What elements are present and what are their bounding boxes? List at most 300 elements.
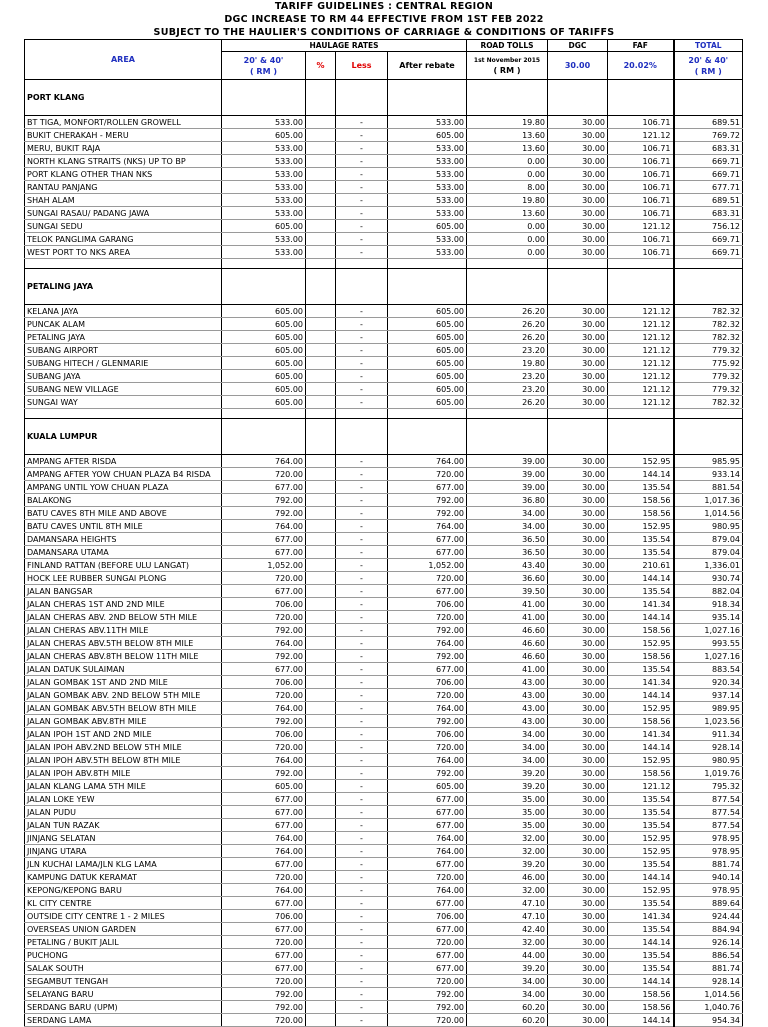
total-cell: 920.34 (674, 676, 743, 689)
dgc-cell: 30.00 (548, 481, 608, 494)
dgc-cell: 30.00 (548, 962, 608, 975)
less-cell: - (336, 357, 388, 370)
haulage-rate-cell: 605.00 (222, 344, 306, 357)
table-row (25, 546, 743, 559)
haulage-rate-cell: 720.00 (222, 871, 306, 884)
spacer-cell (388, 259, 467, 269)
header-faf-value: 20.02% (608, 52, 674, 80)
spacer-cell (336, 259, 388, 269)
dgc-cell: 30.00 (548, 116, 608, 129)
dgc-cell: 30.00 (548, 533, 608, 546)
dgc-cell: 30.00 (548, 305, 608, 318)
haulage-rate-cell: 677.00 (222, 897, 306, 910)
percent-cell (306, 357, 336, 370)
less-cell: - (336, 207, 388, 220)
less-cell: - (336, 754, 388, 767)
spacer-cell (548, 409, 608, 419)
road-toll-cell: 39.20 (467, 767, 548, 780)
after-rebate-cell: 677.00 (388, 663, 467, 676)
spacer-cell (608, 409, 674, 419)
road-toll-cell: 41.00 (467, 663, 548, 676)
percent-cell (306, 767, 336, 780)
section-header (25, 80, 743, 116)
table-row (25, 624, 743, 637)
faf-cell: 158.56 (608, 507, 674, 520)
after-rebate-cell: 677.00 (388, 962, 467, 975)
haulage-rate-cell: 677.00 (222, 923, 306, 936)
haulage-rate-cell: 605.00 (222, 305, 306, 318)
area-cell: PETALING / BUKIT JALIL (25, 936, 222, 949)
after-rebate-cell: 720.00 (388, 572, 467, 585)
after-rebate-cell: 764.00 (388, 455, 467, 468)
total-cell: 980.95 (674, 520, 743, 533)
spacer-cell (306, 259, 336, 269)
table-row (25, 520, 743, 533)
haulage-rate-cell: 792.00 (222, 988, 306, 1001)
after-rebate-cell: 605.00 (388, 129, 467, 142)
table-row (25, 396, 743, 409)
haulage-rate-cell: 533.00 (222, 142, 306, 155)
spacer-cell (388, 409, 467, 419)
percent-cell (306, 624, 336, 637)
after-rebate-cell: 706.00 (388, 598, 467, 611)
road-toll-cell: 35.00 (467, 819, 548, 832)
haulage-rate-cell: 533.00 (222, 233, 306, 246)
dgc-cell: 30.00 (548, 611, 608, 624)
tariff-table-body (25, 80, 743, 1027)
total-cell: 1,027.16 (674, 624, 743, 637)
table-row (25, 246, 743, 259)
road-toll-cell: 34.00 (467, 741, 548, 754)
area-cell: KAMPUNG DATUK KERAMAT (25, 871, 222, 884)
area-cell: FINLAND RATTAN (BEFORE ULU LANGAT) (25, 559, 222, 572)
haulage-rate-cell: 764.00 (222, 754, 306, 767)
haulage-rate-cell: 677.00 (222, 962, 306, 975)
percent-cell (306, 116, 336, 129)
table-row (25, 220, 743, 233)
table-row (25, 598, 743, 611)
less-cell: - (336, 318, 388, 331)
road-toll-cell: 34.00 (467, 754, 548, 767)
haulage-rate-cell: 764.00 (222, 884, 306, 897)
faf-cell: 135.54 (608, 585, 674, 598)
area-cell: SUNGAI WAY (25, 396, 222, 409)
percent-cell (306, 962, 336, 975)
percent-cell (306, 598, 336, 611)
total-cell: 881.74 (674, 962, 743, 975)
after-rebate-cell: 720.00 (388, 741, 467, 754)
haulage-rate-cell: 764.00 (222, 455, 306, 468)
area-cell: JALAN CHERAS ABV. 2ND BELOW 5TH MILE (25, 611, 222, 624)
dgc-cell: 30.00 (548, 507, 608, 520)
after-rebate-cell: 605.00 (388, 331, 467, 344)
road-toll-cell: 39.20 (467, 858, 548, 871)
haulage-rate-cell: 706.00 (222, 598, 306, 611)
percent-cell (306, 572, 336, 585)
total-cell: 881.54 (674, 481, 743, 494)
total-cell: 782.32 (674, 396, 743, 409)
area-cell: JALAN CHERAS ABV.8TH BELOW 11TH MILE (25, 650, 222, 663)
road-toll-cell: 39.50 (467, 585, 548, 598)
dgc-cell: 30.00 (548, 370, 608, 383)
less-cell: - (336, 533, 388, 546)
area-cell: PUNCAK ALAM (25, 318, 222, 331)
area-cell: SALAK SOUTH (25, 962, 222, 975)
less-cell: - (336, 936, 388, 949)
total-cell: 795.32 (674, 780, 743, 793)
spacer-cell (25, 409, 222, 419)
dgc-cell: 30.00 (548, 702, 608, 715)
road-toll-cell: 26.20 (467, 318, 548, 331)
area-cell: JALAN TUN RAZAK (25, 819, 222, 832)
section-title: PORT KLANG (25, 80, 222, 116)
table-row (25, 383, 743, 396)
section-empty-cell (548, 269, 608, 305)
faf-cell: 152.95 (608, 520, 674, 533)
after-rebate-cell: 764.00 (388, 832, 467, 845)
faf-cell: 144.14 (608, 871, 674, 884)
total-cell: 669.71 (674, 168, 743, 181)
after-rebate-cell: 720.00 (388, 468, 467, 481)
table-row (25, 702, 743, 715)
faf-cell: 135.54 (608, 481, 674, 494)
area-cell: SUNGAI RASAU/ PADANG JAWA (25, 207, 222, 220)
table-row (25, 728, 743, 741)
haulage-rate-cell: 720.00 (222, 741, 306, 754)
road-toll-cell: 41.00 (467, 598, 548, 611)
haulage-rate-cell: 706.00 (222, 676, 306, 689)
haulage-rate-cell: 720.00 (222, 1014, 306, 1027)
dgc-cell: 30.00 (548, 546, 608, 559)
total-cell: 669.71 (674, 246, 743, 259)
total-cell: 886.54 (674, 949, 743, 962)
dgc-cell: 30.00 (548, 871, 608, 884)
header-total: TOTAL (674, 40, 743, 52)
table-row (25, 923, 743, 936)
table-row (25, 533, 743, 546)
less-cell: - (336, 468, 388, 481)
after-rebate-cell: 792.00 (388, 624, 467, 637)
total-cell: 1,040.76 (674, 1001, 743, 1014)
faf-cell: 152.95 (608, 754, 674, 767)
total-cell: 985.95 (674, 455, 743, 468)
road-toll-cell: 36.60 (467, 572, 548, 585)
document-title: TARIFF GUIDELINES : CENTRAL REGION (274, 1, 494, 12)
table-row (25, 129, 743, 142)
percent-cell (306, 207, 336, 220)
after-rebate-cell: 605.00 (388, 344, 467, 357)
after-rebate-cell: 605.00 (388, 220, 467, 233)
faf-cell: 106.71 (608, 116, 674, 129)
faf-cell: 144.14 (608, 741, 674, 754)
less-cell: - (336, 572, 388, 585)
haulage-rate-cell: 533.00 (222, 155, 306, 168)
less-cell: - (336, 637, 388, 650)
dgc-cell: 30.00 (548, 624, 608, 637)
less-cell: - (336, 975, 388, 988)
dgc-cell: 30.00 (548, 793, 608, 806)
road-toll-cell: 26.20 (467, 331, 548, 344)
less-cell: - (336, 481, 388, 494)
haulage-rate-cell: 706.00 (222, 910, 306, 923)
faf-cell: 121.12 (608, 220, 674, 233)
percent-cell (306, 533, 336, 546)
faf-cell: 144.14 (608, 936, 674, 949)
percent-cell (306, 819, 336, 832)
road-toll-cell: 43.00 (467, 676, 548, 689)
total-cell: 883.54 (674, 663, 743, 676)
table-row (25, 572, 743, 585)
percent-cell (306, 520, 336, 533)
total-cell: 940.14 (674, 871, 743, 884)
header-dgc-value: 30.00 (548, 52, 608, 80)
percent-cell (306, 181, 336, 194)
faf-cell: 106.71 (608, 233, 674, 246)
dgc-cell: 30.00 (548, 923, 608, 936)
table-row (25, 858, 743, 871)
road-toll-cell: 42.40 (467, 923, 548, 936)
haulage-rate-cell: 533.00 (222, 116, 306, 129)
road-toll-cell: 35.00 (467, 806, 548, 819)
area-cell: NORTH KLANG STRAITS (NKS) UP TO BP (25, 155, 222, 168)
total-cell: 779.32 (674, 383, 743, 396)
percent-cell (306, 754, 336, 767)
table-row (25, 806, 743, 819)
table-row (25, 194, 743, 207)
section-title: KUALA LUMPUR (25, 419, 222, 455)
percent-cell (306, 884, 336, 897)
table-row (25, 871, 743, 884)
dgc-cell: 30.00 (548, 949, 608, 962)
area-cell: BT TIGA, MONFORT/ROLLEN GROWELL (25, 116, 222, 129)
haulage-rate-cell: 677.00 (222, 663, 306, 676)
percent-cell (306, 1001, 336, 1014)
road-toll-cell: 39.20 (467, 780, 548, 793)
faf-cell: 158.56 (608, 650, 674, 663)
after-rebate-cell: 792.00 (388, 494, 467, 507)
section-empty-cell (388, 80, 467, 116)
area-cell: JALAN IPOH ABV.5TH BELOW 8TH MILE (25, 754, 222, 767)
section-empty-cell (336, 80, 388, 116)
faf-cell: 135.54 (608, 897, 674, 910)
area-cell: JALAN KLANG LAMA 5TH MILE (25, 780, 222, 793)
after-rebate-cell: 533.00 (388, 246, 467, 259)
section-spacer (25, 259, 743, 269)
area-cell: MERU, BUKIT RAJA (25, 142, 222, 155)
section-empty-cell (608, 419, 674, 455)
total-cell: 933.14 (674, 468, 743, 481)
percent-cell (306, 155, 336, 168)
dgc-cell: 30.00 (548, 194, 608, 207)
less-cell: - (336, 116, 388, 129)
table-row (25, 884, 743, 897)
table-row (25, 1014, 743, 1027)
faf-cell: 141.34 (608, 728, 674, 741)
percent-cell (306, 637, 336, 650)
dgc-cell: 30.00 (548, 207, 608, 220)
table-row (25, 793, 743, 806)
haulage-rate-cell: 792.00 (222, 767, 306, 780)
haulage-rate-cell: 720.00 (222, 689, 306, 702)
less-cell: - (336, 741, 388, 754)
total-cell: 879.04 (674, 533, 743, 546)
after-rebate-cell: 533.00 (388, 116, 467, 129)
less-cell: - (336, 344, 388, 357)
dgc-cell: 30.00 (548, 728, 608, 741)
section-empty-cell (674, 80, 743, 116)
haulage-rate-cell: 605.00 (222, 396, 306, 409)
faf-cell: 121.12 (608, 318, 674, 331)
less-cell: - (336, 767, 388, 780)
percent-cell (306, 806, 336, 819)
faf-cell: 106.71 (608, 181, 674, 194)
less-cell: - (336, 155, 388, 168)
total-cell: 889.64 (674, 897, 743, 910)
faf-cell: 135.54 (608, 858, 674, 871)
area-cell: KELANA JAYA (25, 305, 222, 318)
less-cell: - (336, 246, 388, 259)
haulage-rate-cell: 533.00 (222, 246, 306, 259)
less-cell: - (336, 585, 388, 598)
table-row (25, 142, 743, 155)
area-cell: JINJANG SELATAN (25, 832, 222, 845)
percent-cell (306, 663, 336, 676)
less-cell: - (336, 702, 388, 715)
road-toll-cell: 46.00 (467, 871, 548, 884)
faf-cell: 106.71 (608, 194, 674, 207)
percent-cell (306, 728, 336, 741)
spacer-cell (306, 409, 336, 419)
after-rebate-cell: 677.00 (388, 533, 467, 546)
table-row (25, 181, 743, 194)
spacer-cell (222, 409, 306, 419)
after-rebate-cell: 677.00 (388, 923, 467, 936)
header-total-detail (674, 52, 743, 80)
area-cell: JALAN CHERAS ABV.5TH BELOW 8TH MILE (25, 637, 222, 650)
area-cell: SUBANG HITECH / GLENMARIE (25, 357, 222, 370)
table-row (25, 975, 743, 988)
spacer-cell (467, 409, 548, 419)
table-row (25, 962, 743, 975)
table-row (25, 481, 743, 494)
after-rebate-cell: 706.00 (388, 676, 467, 689)
total-cell: 881.74 (674, 858, 743, 871)
table-row (25, 370, 743, 383)
total-cell: 756.12 (674, 220, 743, 233)
after-rebate-cell: 533.00 (388, 155, 467, 168)
road-toll-cell: 32.00 (467, 936, 548, 949)
area-cell: SERDANG BARU (UPM) (25, 1001, 222, 1014)
area-cell: JALAN DATUK SULAIMAN (25, 663, 222, 676)
area-cell: OUTSIDE CITY CENTRE 1 - 2 MILES (25, 910, 222, 923)
area-cell: JALAN GOMBAK ABV.8TH MILE (25, 715, 222, 728)
less-cell: - (336, 780, 388, 793)
after-rebate-cell: 605.00 (388, 780, 467, 793)
table-row (25, 676, 743, 689)
total-cell: 782.32 (674, 318, 743, 331)
area-cell: SHAH ALAM (25, 194, 222, 207)
dgc-cell: 30.00 (548, 357, 608, 370)
faf-cell: 158.56 (608, 494, 674, 507)
total-cell: 669.71 (674, 155, 743, 168)
percent-cell (306, 396, 336, 409)
percent-cell (306, 468, 336, 481)
dgc-cell: 30.00 (548, 897, 608, 910)
after-rebate-cell: 677.00 (388, 546, 467, 559)
section-empty-cell (336, 419, 388, 455)
table-row (25, 988, 743, 1001)
table-row (25, 207, 743, 220)
faf-cell: 106.71 (608, 246, 674, 259)
road-toll-cell: 60.20 (467, 1014, 548, 1027)
table-row (25, 116, 743, 129)
area-cell: DAMANSARA HEIGHTS (25, 533, 222, 546)
after-rebate-cell: 720.00 (388, 611, 467, 624)
faf-cell: 135.54 (608, 546, 674, 559)
table-row (25, 494, 743, 507)
haulage-rate-cell: 792.00 (222, 715, 306, 728)
table-row (25, 168, 743, 181)
table-row (25, 767, 743, 780)
faf-cell: 121.12 (608, 305, 674, 318)
header-size-unit: ( RM ) (249, 66, 277, 76)
table-row (25, 949, 743, 962)
less-cell: - (336, 507, 388, 520)
total-cell: 935.14 (674, 611, 743, 624)
less-cell: - (336, 1014, 388, 1027)
after-rebate-cell: 720.00 (388, 936, 467, 949)
road-toll-cell: 39.20 (467, 962, 548, 975)
after-rebate-cell: 706.00 (388, 728, 467, 741)
dgc-cell: 30.00 (548, 754, 608, 767)
area-cell: RANTAU PANJANG (25, 181, 222, 194)
less-cell: - (336, 494, 388, 507)
total-cell: 989.95 (674, 702, 743, 715)
haulage-rate-cell: 605.00 (222, 383, 306, 396)
faf-cell: 121.12 (608, 370, 674, 383)
less-cell: - (336, 331, 388, 344)
header-total-unit: ( RM ) (694, 66, 722, 76)
haulage-rate-cell: 720.00 (222, 468, 306, 481)
area-cell: JALAN IPOH 1ST AND 2ND MILE (25, 728, 222, 741)
road-toll-cell: 44.00 (467, 949, 548, 962)
dgc-cell: 30.00 (548, 520, 608, 533)
haulage-rate-cell: 764.00 (222, 520, 306, 533)
percent-cell (306, 194, 336, 207)
haulage-rate-cell: 764.00 (222, 637, 306, 650)
percent-cell (306, 676, 336, 689)
after-rebate-cell: 605.00 (388, 357, 467, 370)
after-rebate-cell: 792.00 (388, 715, 467, 728)
section-empty-cell (336, 269, 388, 305)
dgc-cell: 30.00 (548, 806, 608, 819)
less-cell: - (336, 168, 388, 181)
total-cell: 882.04 (674, 585, 743, 598)
dgc-cell: 30.00 (548, 689, 608, 702)
road-toll-cell: 0.00 (467, 155, 548, 168)
after-rebate-cell: 533.00 (388, 181, 467, 194)
percent-cell (306, 650, 336, 663)
dgc-cell: 30.00 (548, 344, 608, 357)
after-rebate-cell: 792.00 (388, 767, 467, 780)
area-cell: TELOK PANGLIMA GARANG (25, 233, 222, 246)
percent-cell (306, 455, 336, 468)
total-cell: 1,014.56 (674, 507, 743, 520)
percent-cell (306, 383, 336, 396)
area-cell: BATU CAVES 8TH MILE AND ABOVE (25, 507, 222, 520)
road-toll-cell: 23.20 (467, 383, 548, 396)
table-row (25, 819, 743, 832)
